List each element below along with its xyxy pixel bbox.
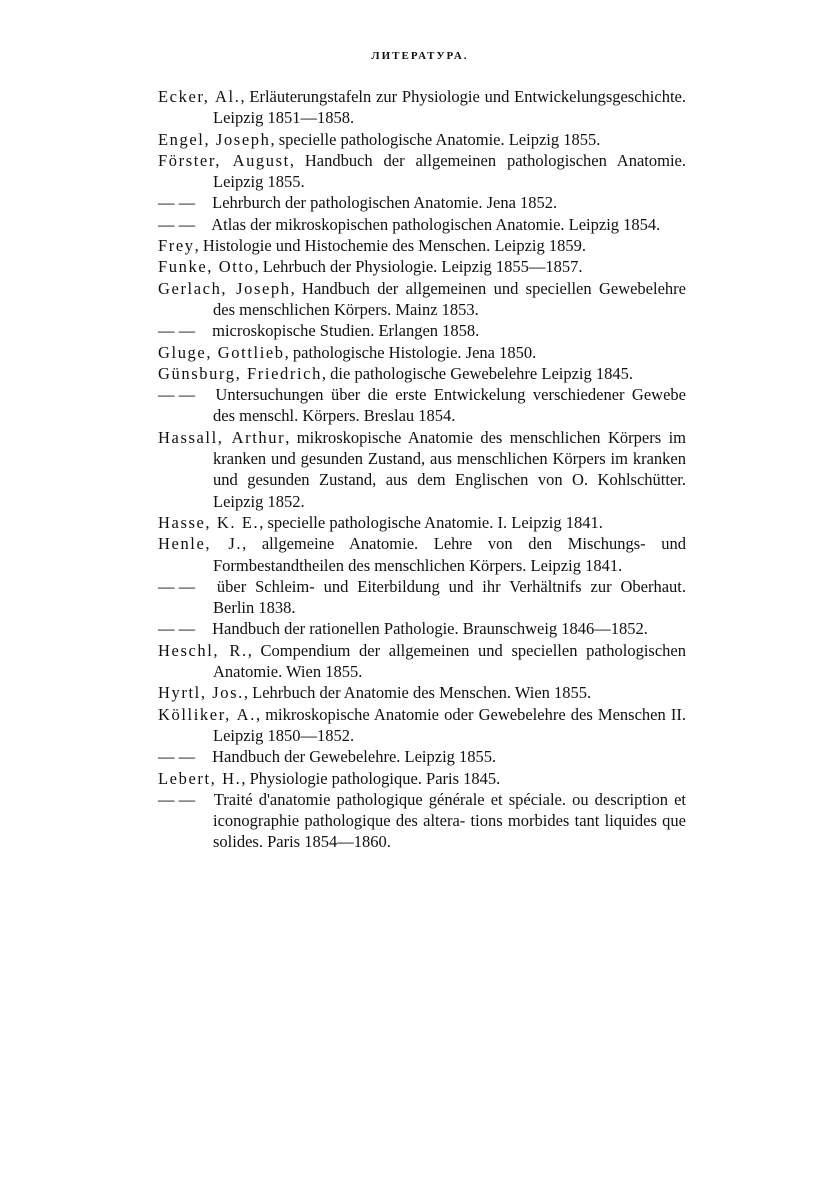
- entry-text: Lehrburch der pathologischen Anatomie. Jena 1852.: [208, 193, 558, 213]
- bibliography-entry: [158, 86, 686, 129]
- bibliography-entry: [158, 214, 686, 235]
- entry-author: — —: [158, 214, 196, 234]
- bibliography-entry: [158, 192, 686, 213]
- entry-author: Günsburg, Friedrich: [158, 363, 322, 383]
- entry-text: Untersuchungen über die erste Entwickelung verschiedener Gewebe des menschl. Körpers. Breslau 1854.: [208, 385, 686, 426]
- bibliography-list: [158, 86, 686, 853]
- entry-author: Hassall, Arthur: [158, 427, 286, 447]
- entry-text: Handbuch der rationellen Pathologie. Braunschweig 1846—1852.: [208, 619, 648, 639]
- entry-text: Traité d'anatomie pathologique générale et spéciale. ou description et iconographie pathologique des altera- tions morbides tant liquides que solides. Paris 1854—1860.: [208, 789, 686, 852]
- entry-text: Atlas der mikroskopischen pathologischen Anatomie. Leipzig 1854.: [208, 214, 661, 234]
- entry-text: , Lehrbuch der Physiologie. Leipzig 1855—1857.: [254, 257, 583, 277]
- entry-text: über Schleim- und Eiterbildung und ihr Verhältnifs zur Oberhaut. Berlin 1838.: [208, 576, 686, 618]
- entry-author: Lebert, H.: [158, 768, 242, 788]
- entry-text: , pathologische Histologie. Jena 1850.: [284, 342, 537, 362]
- bibliography-entry: [158, 789, 686, 853]
- entry-text: , allgemeine Anatomie. Lehre von den Mischungs- und Formbestandtheilen des menschlichen Körpers. Leipzig 1841.: [213, 534, 687, 575]
- entry-author: — —: [158, 576, 196, 596]
- entry-text: , mikroskopische Anatomie oder Gewebelehre des Menschen II. Leipzig 1850—1852.: [213, 704, 686, 745]
- entry-author: Ecker, Al.: [158, 87, 241, 106]
- entry-text: Handbuch der Gewebelehre. Leipzig 1855.: [208, 747, 497, 767]
- entry-text: , Handbuch der allgemeinen und speciellen Gewebelehre des menschlichen Körpers. Mainz 1853.: [213, 278, 686, 319]
- entry-text: , Erläuterungstafeln zur Physiologie und Entwickelungsgeschichte. Leipzig 1851—1858.: [213, 87, 686, 128]
- entry-text: , mikroskopische Anatomie des menschlichen Körpers im kranken und gesunden Zustand, aus menschlichen Körpers im kranken und gesunden Zustand, aus dem Englischen von O. Kohlschütter. Leipzig 1852.: [213, 427, 686, 511]
- bibliography-entry: [158, 256, 686, 277]
- entry-author: Hasse, K. E.: [158, 512, 260, 532]
- entry-text: , Lehrbuch der Anatomie des Menschen. Wien 1855.: [243, 683, 592, 703]
- entry-author: Hyrtl, Jos.: [158, 683, 244, 703]
- bibliography-entry: [158, 576, 686, 619]
- entry-text: microskopische Studien. Erlangen 1858.: [208, 321, 480, 341]
- bibliography-entry: [158, 235, 686, 256]
- entry-text: , Handbuch der allgemeinen pathologischen Anatomie. Leipzig 1855.: [213, 150, 686, 192]
- entry-author: Förster, August: [158, 150, 290, 170]
- bibliography-entry: [158, 704, 686, 747]
- bibliography-entry: [158, 640, 686, 683]
- bibliography-entry: [158, 363, 686, 384]
- entry-text: , specielle pathologische Anatomie. Leipzig 1855.: [270, 129, 601, 149]
- entry-author: Frey: [158, 236, 195, 256]
- entry-author: Gluge, Gottlieb: [158, 342, 285, 362]
- bibliography-entry: [158, 512, 686, 533]
- entry-text: , Physiologie pathologique. Paris 1845.: [241, 768, 501, 788]
- entry-author: — —: [158, 321, 196, 341]
- bibliography-entry: [158, 427, 686, 512]
- bibliography-entry: [158, 533, 686, 576]
- entry-text: , die pathologische Gewebelehre Leipzig 1845.: [321, 363, 634, 383]
- bibliography-entry: [158, 342, 686, 363]
- bibliography-entry: [158, 768, 686, 789]
- page-header: ЛИТЕРАТУРА.: [371, 50, 469, 62]
- entry-author: — —: [158, 619, 196, 639]
- entry-author: Gerlach, Joseph: [158, 278, 291, 298]
- bibliography-entry: [158, 384, 686, 427]
- entry-text: , specielle pathologische Anatomie. I. Leipzig 1841.: [259, 512, 603, 532]
- entry-author: Kölliker, A.: [158, 704, 256, 724]
- entry-author: — —: [158, 385, 196, 405]
- bibliography-entry: [158, 618, 686, 639]
- entry-author: — —: [158, 193, 196, 213]
- bibliography-entry: [158, 278, 686, 321]
- bibliography-entry: [158, 682, 686, 703]
- entry-author: Henle, J.: [158, 534, 243, 554]
- entry-text: , Histologie und Histochemie des Menschen. Leipzig 1859.: [194, 236, 586, 256]
- entry-text: , Compendium der allgemeinen und speciellen pathologischen Anatomie. Wien 1855.: [213, 640, 686, 682]
- bibliography-entry: [158, 746, 686, 767]
- entry-author: Heschl, R.: [158, 640, 248, 660]
- entry-author: Funke, Otto: [158, 257, 255, 277]
- entry-author: — —: [158, 747, 196, 767]
- entry-author: Engel, Joseph: [158, 129, 271, 149]
- entry-author: — —: [158, 789, 196, 809]
- bibliography-entry: [158, 150, 686, 193]
- bibliography-entry: [158, 129, 686, 150]
- bibliography-entry: [158, 320, 686, 341]
